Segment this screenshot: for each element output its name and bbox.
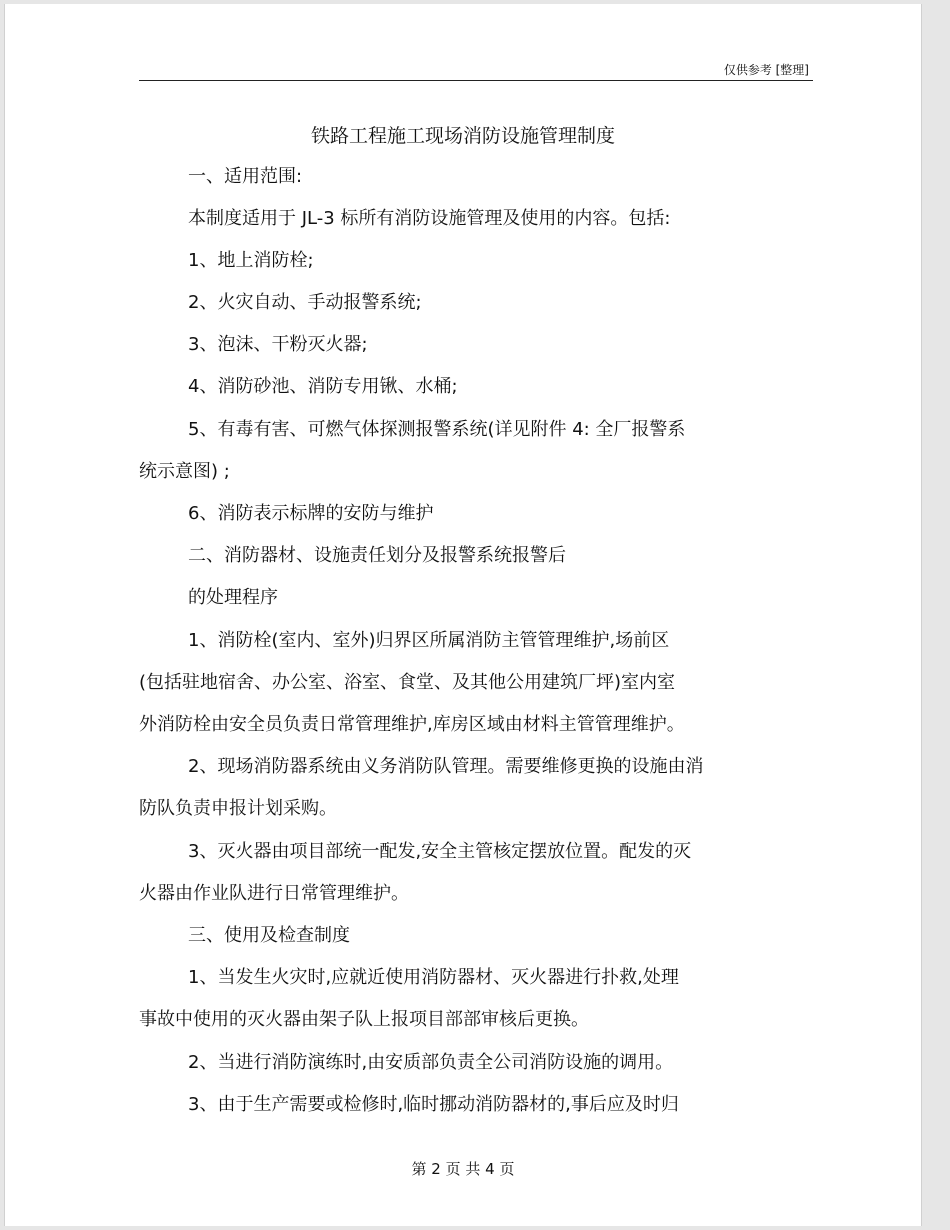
section-heading-continued: 的处理程序	[188, 587, 278, 608]
section-heading: 一、适用范围:	[188, 166, 303, 187]
list-item: 6、消防表示标牌的安防与维护	[188, 503, 434, 524]
paragraph-line: (包括驻地宿舍、办公室、浴室、食堂、及其他公用建筑厂坪)室内室	[139, 672, 676, 693]
paragraph-line: 3、灭火器由项目部统一配发,安全主管核定摆放位置。配发的灭	[188, 841, 692, 862]
paragraph-line: 2、当进行消防演练时,由安质部负责全公司消防设施的调用。	[188, 1052, 674, 1073]
paragraph-line: 外消防栓由安全员负责日常管理维护,库房区域由材料主管管理维护。	[139, 714, 685, 735]
list-item: 5、有毒有害、可燃气体探测报警系统(详见附件 4: 全厂报警系	[188, 419, 686, 440]
paragraph-line: 1、当发生火灾时,应就近使用消防器材、灭火器进行扑救,处理	[188, 967, 679, 988]
section-heading: 三、使用及检查制度	[188, 925, 350, 946]
list-item-continued: 统示意图) ;	[139, 461, 230, 482]
document-page	[4, 4, 922, 1226]
paragraph-line: 事故中使用的灭火器由架子队上报项目部部审核后更换。	[139, 1009, 589, 1030]
document-title: 铁路工程施工现场消防设施管理制度	[310, 125, 615, 147]
list-item: 2、火灾自动、手动报警系统;	[188, 292, 422, 313]
paragraph-line: 火器由作业队进行日常管理维护。	[139, 883, 409, 904]
list-item: 1、地上消防栓;	[188, 250, 314, 271]
paragraph-line: 1、消防栓(室内、室外)归界区所属消防主管管理维护,场前区	[188, 630, 670, 651]
page-number: 第 2 页 共 4 页	[411, 1160, 515, 1178]
header-note: 仅供参考 [整理]	[723, 63, 809, 77]
section-heading: 二、消防器材、设施责任划分及报警系统报警后	[188, 545, 566, 566]
paragraph-line: 3、由于生产需要或检修时,临时挪动消防器材的,事后应及时归	[188, 1094, 679, 1115]
paragraph-line: 本制度适用于 JL-3 标所有消防设施管理及使用的内容。包括:	[188, 208, 671, 229]
list-item: 4、消防砂池、消防专用锹、水桶;	[188, 376, 458, 397]
list-item: 3、泡沫、干粉灭火器;	[188, 334, 368, 355]
paragraph-line: 2、现场消防器系统由义务消防队管理。需要维修更换的设施由消	[188, 756, 704, 777]
paragraph-line: 防队负责申报计划采购。	[139, 798, 337, 819]
header-divider	[139, 80, 813, 81]
